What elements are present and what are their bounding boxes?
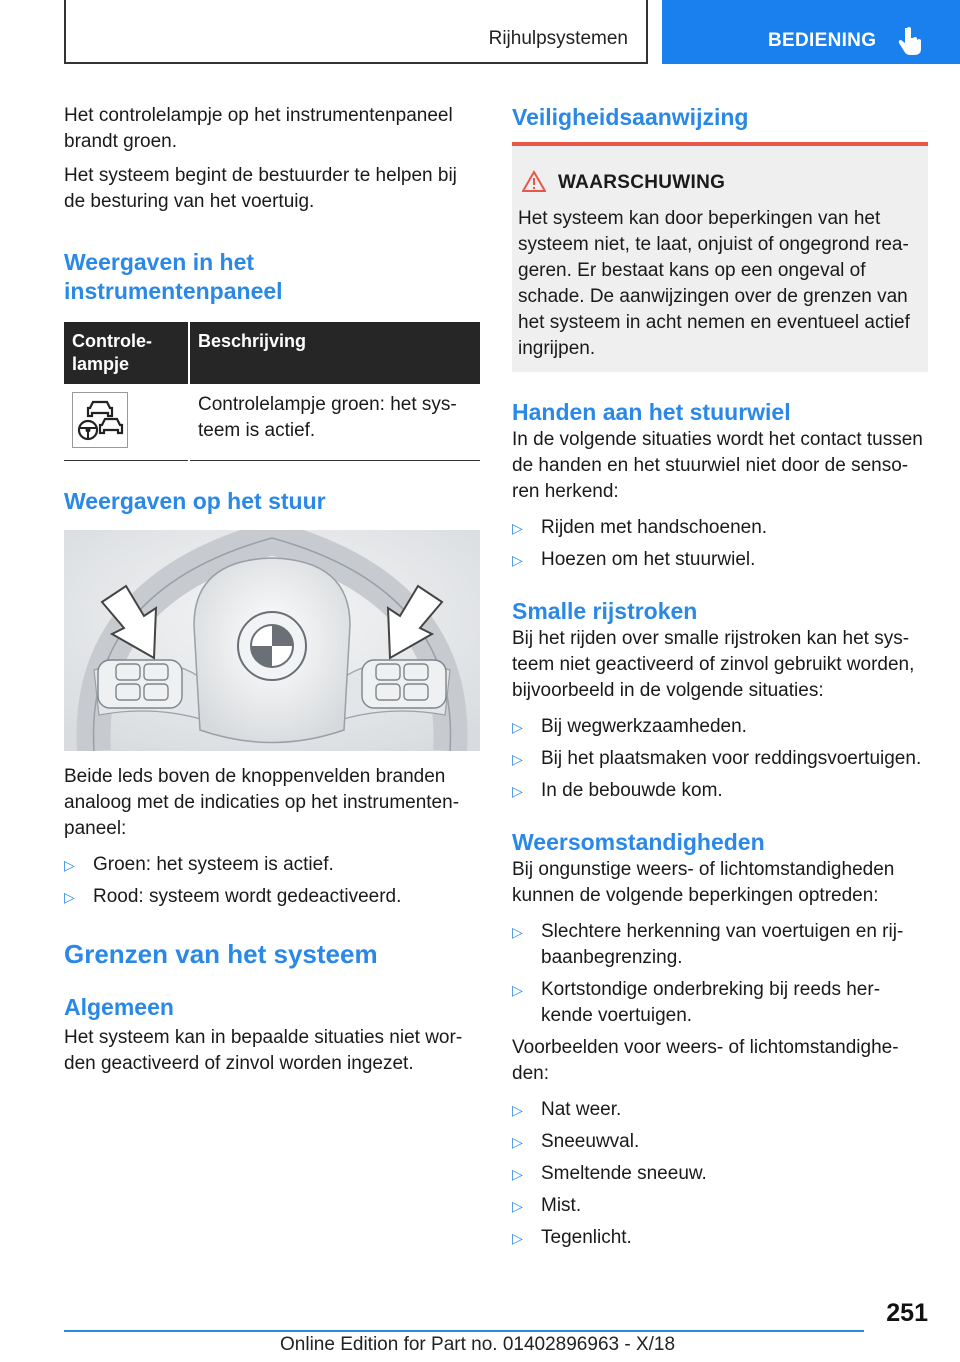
list-item: ▷ Hoezen om het stuurwiel.: [512, 547, 928, 573]
list-item: ▷ Smeltende sneeuw.: [512, 1161, 928, 1187]
paragraph-line: ingrijpen.: [518, 338, 596, 359]
examples-bullet-list: [512, 1097, 928, 1251]
heading-line: Grenzen van het systeem: [64, 939, 378, 969]
triangle-bullet-icon: ▷: [512, 1198, 523, 1214]
wheel-description: [64, 764, 480, 916]
paragraph-line: den geactiveerd of zinvol worden ingezet.: [64, 1053, 414, 1074]
table-header-description: Beschrijving: [189, 322, 480, 384]
triangle-bullet-icon: ▷: [512, 1230, 523, 1246]
section-heading-general: [64, 993, 480, 1077]
table-cell-line: Controlelampje groen: het sys-: [198, 394, 457, 415]
paragraph-line: paneel:: [64, 818, 127, 839]
triangle-bullet-icon: ▷: [512, 719, 523, 735]
heading-line: Handen aan het stuurwiel: [512, 399, 791, 425]
list-item: ▷ In de bebouwde kom.: [512, 778, 928, 804]
weather-bullet-list: [512, 919, 928, 1029]
triangle-bullet-icon: ▷: [512, 1102, 523, 1118]
section-narrow-lanes: [512, 597, 928, 810]
paragraph-line: den:: [512, 1063, 549, 1084]
narrow-bullet-list: [512, 714, 928, 804]
list-item: ▷ Bij wegwerkzaamheden.: [512, 714, 928, 740]
paragraph-line: ren herkend:: [512, 481, 619, 502]
list-item: ▷ Sneeuwval.: [512, 1129, 928, 1155]
triangle-bullet-icon: ▷: [512, 520, 523, 536]
footer-edition: Online Edition for Part no. 01402896963 - X/18: [280, 1334, 676, 1355]
heading-line: Algemeen: [64, 994, 174, 1020]
paragraph-line: analoog met de indicaties op het instrumenten-: [64, 792, 460, 813]
intro-paragraph-1: Het controlelampje op het instrumentenpaneel brandt groen.: [64, 105, 453, 152]
paragraph-line: geren. Er bestaat kans op een ongeval of: [518, 260, 866, 281]
heading-line: Weergaven op het stuur: [64, 488, 326, 514]
section-hands: [512, 398, 928, 579]
wheel-bullet-list: [64, 852, 480, 910]
intro-paragraph-2: Het systeem begint de bestuurder te helpen bij de besturing van het voertuig.: [64, 165, 457, 212]
lane-steering-assistant-icon: [72, 392, 128, 448]
header-section-title: Rijhulpsystemen: [488, 28, 628, 49]
header-chapter-title: BEDIENING: [768, 30, 877, 51]
list-item: ▷ Groen: het systeem is actief.: [64, 852, 480, 878]
triangle-bullet-icon: ▷: [64, 857, 75, 873]
list-item: ▷ Rijden met handschoenen.: [512, 515, 928, 541]
warning-label: WAARSCHUWING: [558, 172, 726, 193]
indicator-table: [64, 322, 480, 461]
section-heading-wheel: [64, 487, 480, 516]
section-heading-limits: [64, 938, 480, 970]
list-item: ▷ Mist.: [512, 1193, 928, 1219]
table-row: [64, 384, 480, 461]
table-cell-description: [189, 384, 480, 461]
table-header-line: Controle-: [72, 331, 152, 351]
paragraph-line: het systeem in acht nemen en eventueel actief: [518, 312, 910, 333]
triangle-bullet-icon: ▷: [512, 924, 523, 940]
table-header-line: lampje: [72, 354, 130, 374]
paragraph-line: Bij het rijden over smalle rijstroken kan het sys-: [512, 628, 910, 649]
heading-line: instrumentenpaneel: [64, 278, 283, 304]
table-header-lamp: [64, 322, 189, 384]
list-item: ▷ Kortstondige onderbreking bij reeds her- kende voertuigen.: [512, 979, 881, 1026]
triangle-bullet-icon: ▷: [512, 751, 523, 767]
triangle-bullet-icon: ▷: [512, 982, 523, 998]
table-cell-line: teem is actief.: [198, 420, 316, 441]
list-item: ▷ Nat weer.: [512, 1097, 928, 1123]
warning-box: [512, 142, 928, 372]
paragraph-line: Bij ongunstige weers- of lichtomstandigheden: [512, 859, 895, 880]
paragraph-line: Voorbeelden voor weers- of lichtomstandighe-: [512, 1037, 899, 1058]
list-item: ▷ Slechtere herkenning van voertuigen en rij- baanbegrenzing.: [512, 921, 904, 968]
triangle-bullet-icon: ▷: [512, 552, 523, 568]
paragraph-line: teem niet geactiveerd of zinvol gebruikt worden,: [512, 654, 915, 675]
heading-line: Weersomstandigheden: [512, 829, 765, 855]
heading-line: Veiligheidsaanwijzing: [512, 104, 749, 130]
section-heading-displays: [64, 248, 480, 306]
paragraph-line: kunnen de volgende beperkingen optreden:: [512, 885, 879, 906]
triangle-bullet-icon: ▷: [64, 889, 75, 905]
list-item: ▷ Rood: systeem wordt gedeactiveerd.: [64, 884, 480, 910]
warning-text: [518, 206, 918, 362]
triangle-bullet-icon: ▷: [512, 1166, 523, 1182]
list-item: ▷ Bij het plaatsmaken voor reddingsvoertuigen.: [512, 746, 928, 772]
hands-bullet-list: [512, 515, 928, 573]
list-item: ▷ Tegenlicht.: [512, 1225, 928, 1251]
header-section-box: [64, 0, 648, 64]
header-chapter-tab: [662, 0, 960, 64]
hand-pointer-icon: [898, 26, 924, 56]
warning-triangle-icon: [522, 170, 546, 192]
section-weather: [512, 828, 928, 1257]
footer-divider: [64, 1330, 864, 1332]
paragraph-line: In de volgende situaties wordt het contact tussen: [512, 429, 923, 450]
paragraph-line: Het systeem kan in bepaalde situaties niet wor-: [64, 1027, 463, 1048]
page-number: 251: [886, 1299, 928, 1327]
section-heading-safety: [512, 103, 928, 132]
paragraph-line: de handen en het stuurwiel niet door de senso-: [512, 455, 909, 476]
paragraph-line: Beide leds boven de knoppenvelden branden: [64, 766, 446, 787]
paragraph-line: systeem niet, te laat, onjuist of ongegrond rea-: [518, 234, 909, 255]
paragraph-line: Het systeem kan door beperkingen van het: [518, 208, 881, 229]
triangle-bullet-icon: ▷: [512, 783, 523, 799]
intro-text: [64, 103, 480, 215]
heading-line: Weergaven in het: [64, 249, 255, 275]
steering-wheel-illustration: [64, 530, 480, 751]
triangle-bullet-icon: ▷: [512, 1134, 523, 1150]
heading-line: Smalle rijstroken: [512, 598, 698, 624]
paragraph-line: schade. De aanwijzingen over de grenzen van: [518, 286, 908, 307]
paragraph-line: bijvoorbeeld in de volgende situaties:: [512, 680, 824, 701]
